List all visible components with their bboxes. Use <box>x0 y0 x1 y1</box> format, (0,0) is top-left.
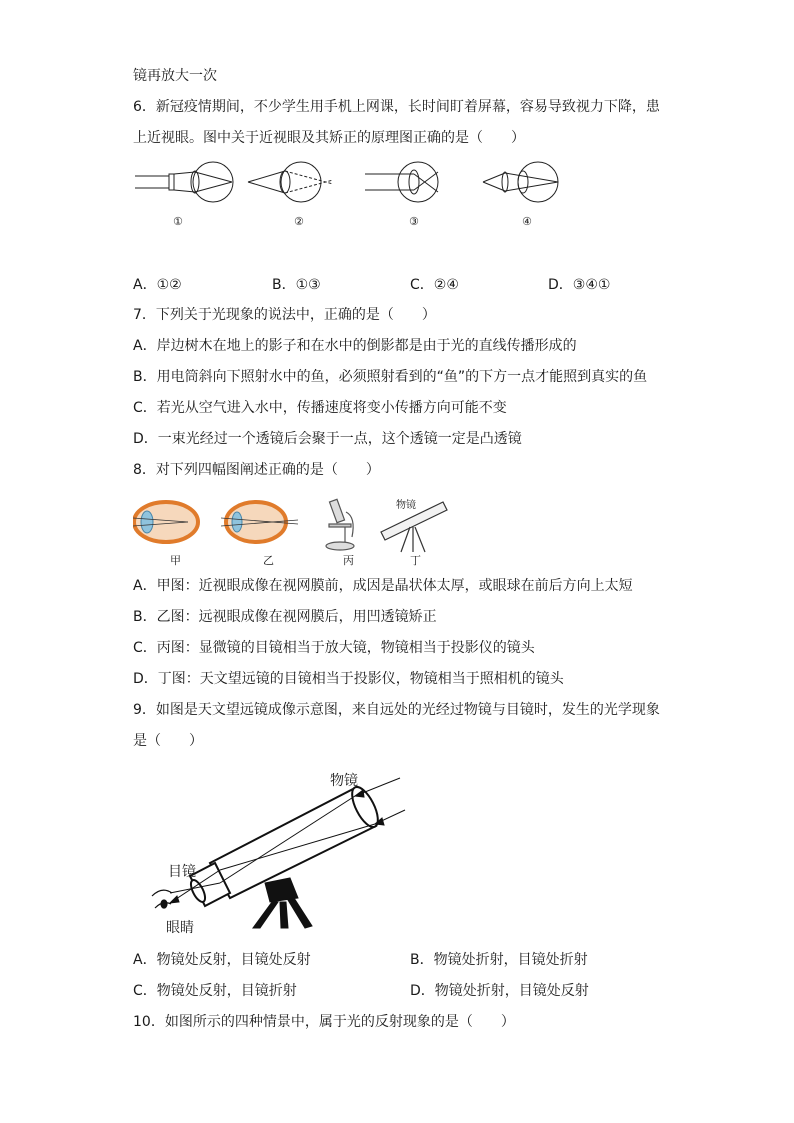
q7-option-a: A．岸边树木在地上的影子和在水中的倒影都是由于光的直线传播形成的 <box>133 338 577 354</box>
q6-option-b: B．①③ <box>272 277 321 293</box>
q6-diagram-label: ② <box>294 215 304 228</box>
q6-stem-line1: 6．新冠疫情期间，不少学生用手机上网课，长时间盯着屏幕，容易导致视力下降，患 <box>133 99 660 115</box>
tripod <box>253 878 312 928</box>
q8-figure-label: 甲 <box>170 554 181 567</box>
q8-eye-yi <box>221 502 298 542</box>
q8-option-a: A．甲图：近视眼成像在视网膜前，成因是晶状体太厚，或眼球在前后方向上太短 <box>133 578 633 594</box>
q8-option-d: D．丁图：天文望远镜的目镜相当于投影仪，物镜相当于照相机的镜头 <box>133 671 564 687</box>
q6-diagram-label: ① <box>173 215 183 228</box>
q8-figure-label: 丙 <box>343 554 354 567</box>
q9-telescope-figure <box>150 768 410 930</box>
q6-diagram-2 <box>248 162 333 202</box>
q6-option-a: A．①② <box>133 277 182 293</box>
q8-telescope-label: 物镜 <box>396 500 416 511</box>
q6-diagram-1 <box>135 162 233 202</box>
q9-stem-line2: 是（ ） <box>133 733 203 749</box>
q6-stem-line2: 上近视眼。图中关于近视眼及其矫正的原理图正确的是（ ） <box>133 130 525 146</box>
q6-diagram-label: ④ <box>522 215 532 228</box>
q6-diagram-3 <box>365 162 438 202</box>
q6-option-d: D．③④① <box>548 277 611 293</box>
eye-sketch <box>152 890 172 908</box>
q9-option-d: D．物镜处折射，目镜处反射 <box>410 983 589 999</box>
q9-stem-line1: 9．如图是天文望远镜成像示意图，来自远处的光经过物镜与目镜时，发生的光学现象 <box>133 702 660 718</box>
q7-option-b: B．用电筒斜向下照射水中的鱼，必须照射看到的“鱼”的下方一点才能照到真实的鱼 <box>133 369 648 385</box>
q8-option-b: B．乙图：远视眼成像在视网膜后，用凹透镜矫正 <box>133 609 437 625</box>
telescope-tube <box>210 788 376 898</box>
q6-option-c: C．②④ <box>410 277 459 293</box>
q7-stem: 7．下列关于光现象的说法中，正确的是（ ） <box>133 307 436 323</box>
q8-eye-jia <box>133 502 198 542</box>
q6-diagram-label: ③ <box>409 215 419 228</box>
q8-microscope <box>326 499 354 550</box>
q6-diagrams <box>133 158 583 238</box>
q9-objective-label: 物镜 <box>330 773 358 789</box>
q8-figure-label: 乙 <box>263 554 274 567</box>
q7-option-c: C．若光从空气进入水中，传播速度将变小传播方向可能不变 <box>133 400 507 416</box>
q6-diagram-4 <box>483 162 558 202</box>
q9-option-c: C．物镜处反射，目镜折射 <box>133 983 297 999</box>
q9-eyepiece-label: 目镜 <box>168 864 196 880</box>
q9-option-a: A．物镜处反射，目镜处反射 <box>133 952 311 968</box>
q7-option-d: D．一束光经过一个透镜后会聚于一点，这个透镜一定是凸透镜 <box>133 431 522 447</box>
q8-figure-label: 丁 <box>410 554 421 567</box>
continued-text: 镜再放大一次 <box>133 68 217 84</box>
q9-eye-label: 眼睛 <box>166 920 194 936</box>
q8-stem: 8．对下列四幅图阐述正确的是（ ） <box>133 462 380 478</box>
q9-option-b: B．物镜处折射，目镜处折射 <box>410 952 588 968</box>
q10-stem: 10．如图所示的四种情景中，属于光的反射现象的是（ ） <box>133 1014 515 1030</box>
q8-option-c: C．丙图：显微镜的目镜相当于放大镜，物镜相当于投影仪的镜头 <box>133 640 535 656</box>
